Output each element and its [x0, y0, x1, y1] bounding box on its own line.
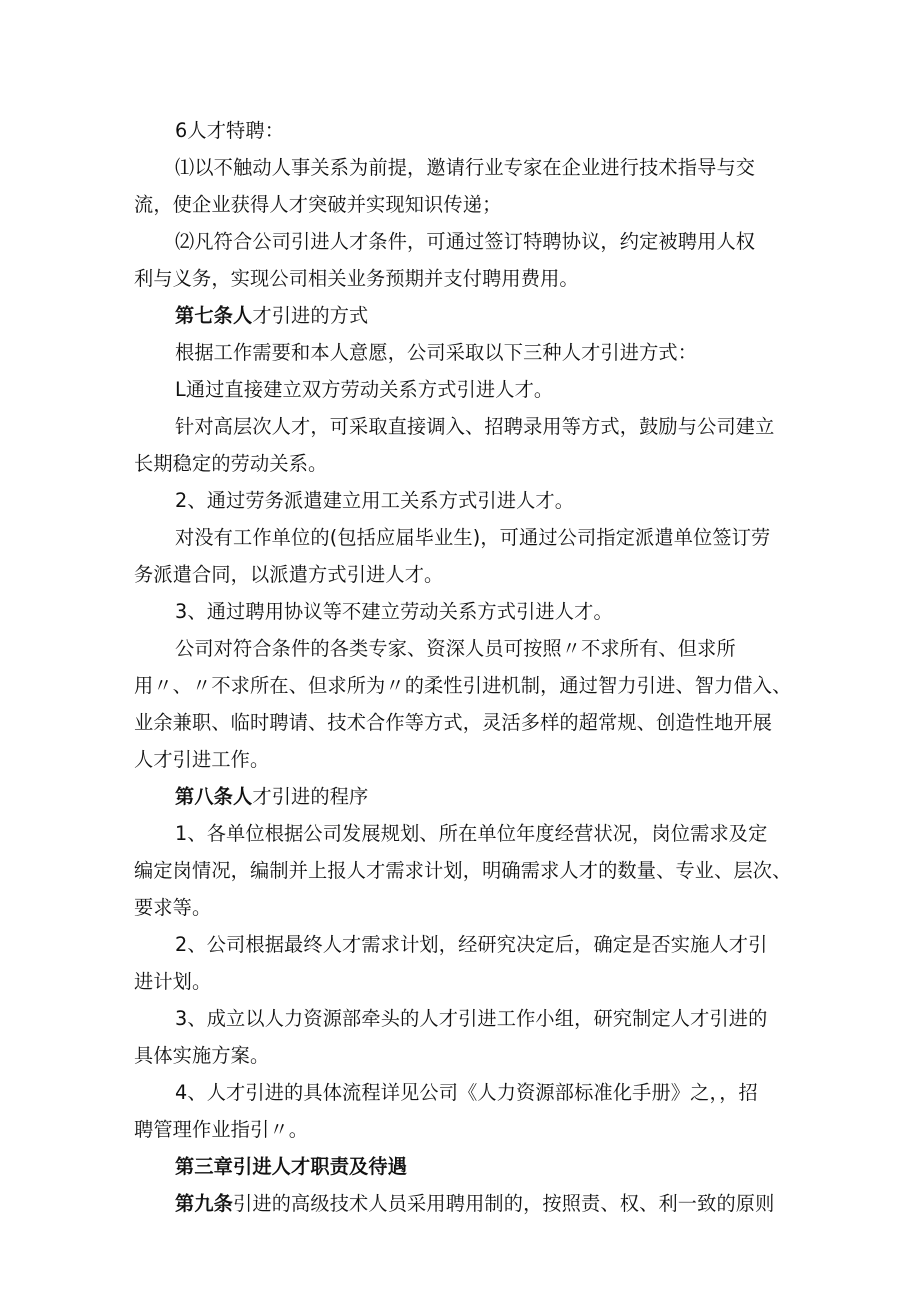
text-line: 6人才特聘： [175, 119, 285, 142]
text-line: 公司对符合条件的各类专家、资深人员可按照〃不求所有、但求所 [175, 637, 736, 660]
text-line: 流，使企业获得人才突破并实现知识传递； [134, 193, 502, 216]
text-line: 业余兼职、临时聘请、技术合作等方式，灵活多样的超常规、创造性地开展 [134, 711, 773, 734]
article-heading: 第七条人才引进的方式 [175, 304, 369, 327]
text-line: L通过直接建立双方劳动关系方式引进人才。 [175, 378, 554, 401]
text-line: 要求等。 [134, 896, 212, 919]
text-line: 长期稳定的劳动关系。 [134, 452, 328, 475]
article-heading: 第八条人才引进的程序 [175, 785, 369, 808]
text-line: 4、人才引进的具体流程详见公司《人力资源部标准化手册》之，，招 [175, 1081, 758, 1104]
text-line: 进计划。 [134, 970, 212, 993]
text-line: 务派遣合同，以派遣方式引进人才。 [134, 563, 444, 586]
text-line: 针对高层次人才，可采取直接调入、招聘录用等方式，鼓励与公司建立 [175, 415, 775, 438]
text-line: 具体实施方案。 [134, 1044, 270, 1067]
text-line: 编定岗情况，编制并上报人才需求计划，明确需求人才的数量、专业、层次、 [134, 859, 792, 882]
text-line: 3、成立以人力资源部牵头的人才引进工作小组，研究制定人才引进的 [175, 1007, 768, 1030]
text-line: 对没有工作单位的(包括应届毕业生)，可通过公司指定派遣单位签订劳 [175, 526, 771, 549]
text-line: 根据工作需要和本人意愿，公司采取以下三种人才引进方式： [175, 341, 698, 364]
text-line: 利与义务，实现公司相关业务预期并支付聘用费用。 [134, 267, 579, 290]
text-line: 人才引进工作。 [134, 748, 270, 771]
text-line: ⑵凡符合公司引进人才条件，可通过签订特聘协议，约定被聘用人权 [175, 230, 756, 253]
article-heading: 第九条引进的高级技术人员采用聘用制的，按照责、权、利一致的原则 [175, 1192, 775, 1215]
text-line: 2、公司根据最终人才需求计划，经研究决定后，确定是否实施人才引 [175, 933, 768, 956]
text-line: ⑴以不触动人事关系为前提，邀请行业专家在企业进行技术指导与交 [175, 156, 756, 179]
text-line: 1、各单位根据公司发展规划、所在单位年度经营状况，岗位需求及定 [175, 822, 768, 845]
text-line: 聘管理作业指引〃。 [134, 1118, 309, 1141]
text-line: 3、通过聘用协议等不建立劳动关系方式引进人才。 [175, 600, 613, 623]
text-line: 2、通过劳务派遣建立用工关系方式引进人才。 [175, 489, 575, 512]
text-line: 用〃、〃不求所在、但求所为〃的柔性引进机制，通过智力引进、智力借入、 [134, 674, 792, 697]
chapter-heading: 第三章引进人才职责及待遇 [175, 1155, 408, 1178]
